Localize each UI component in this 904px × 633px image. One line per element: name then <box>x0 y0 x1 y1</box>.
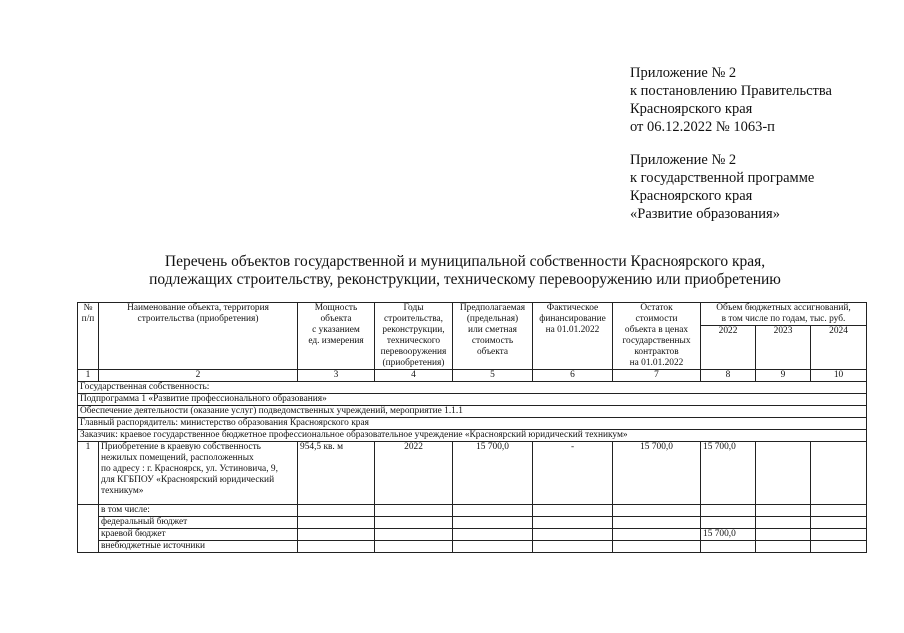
empty-cell <box>533 541 613 553</box>
empty-cell <box>613 529 701 541</box>
title-line-1: Перечень объектов государственной и муниципальной собственности Красноярского края, <box>164 253 766 270</box>
empty-cell <box>533 529 613 541</box>
header-estimated-cost: Предполагаемая (предельная) или сметная стоимость объекта <box>453 303 533 370</box>
empty-cell <box>453 517 533 529</box>
empty-cell <box>375 529 453 541</box>
empty-cell <box>375 505 453 517</box>
subrow-regional <box>78 529 867 541</box>
empty-cell <box>453 541 533 553</box>
subrow-extrabudgetary <box>78 541 867 553</box>
appendix-line: к государственной программе <box>630 170 815 186</box>
section-row <box>78 382 867 394</box>
empty-cell <box>453 505 533 517</box>
empty-cell <box>811 541 867 553</box>
col-number: 9 <box>756 370 811 382</box>
appendix-line: Приложение № 2 <box>630 65 737 81</box>
col-number: 3 <box>298 370 375 382</box>
empty-cell <box>375 541 453 553</box>
appendix-line: от 06.12.2022 № 1063-п <box>630 119 775 135</box>
empty-cell <box>756 529 811 541</box>
header-actual-financing: Фактическое финансирование на 01.01.2022 <box>533 303 613 370</box>
empty-cell <box>375 517 453 529</box>
appendix-line: Приложение № 2 <box>630 152 737 168</box>
section-customer: Заказчик: краевое государственное бюджетное профессиональное образовательное учреждение «Красноярский юридический техникум» <box>78 430 867 442</box>
subrow-federal <box>78 517 867 529</box>
object-budget-2023 <box>756 442 811 505</box>
header-years: Годы строительства, реконструкции, технического перевооружения (приобретения) <box>375 303 453 370</box>
subrow-label: внебюджетные источники <box>99 541 298 553</box>
object-years: 2022 <box>375 442 453 505</box>
empty-cell <box>811 517 867 529</box>
appendix-header-program <box>630 151 890 223</box>
col-number: 6 <box>533 370 613 382</box>
section-chief-manager: Главный распорядитель: министерство образования Красноярского края <box>78 418 867 430</box>
col-number: 8 <box>701 370 756 382</box>
empty-cell <box>613 541 701 553</box>
col-number: 1 <box>78 370 99 382</box>
appendix-line: Красноярского края <box>630 188 753 204</box>
header-remaining-cost: Остаток стоимости объекта в ценах государственных контрактов на 01.01.2022 <box>613 303 701 370</box>
header-year-2022: 2022 <box>701 326 756 370</box>
empty-cell <box>298 529 375 541</box>
section-activity: Обеспечение деятельности (оказание услуг) подведомственных учреждений, мероприятие 1.1.1 <box>78 406 867 418</box>
subrow-no-blank <box>78 505 99 553</box>
col-number: 2 <box>99 370 298 382</box>
subrow-including <box>78 505 867 517</box>
subrow-2022 <box>701 517 756 529</box>
empty-cell <box>756 505 811 517</box>
appendix-line: «Развитие образования» <box>630 206 780 222</box>
section-row <box>78 430 867 442</box>
empty-cell <box>811 529 867 541</box>
objects-table <box>77 302 867 553</box>
section-subprogram: Подпрограмма 1 «Развитие профессионального образования» <box>78 394 867 406</box>
object-actual-financing: - <box>533 442 613 505</box>
object-capacity: 954,5 кв. м <box>298 442 375 505</box>
empty-cell <box>811 505 867 517</box>
section-row <box>78 406 867 418</box>
object-name: Приобретение в краевую собственность нежилых помещений, расположенных по адресу : г. Красноярск, ул. Устиновича, 9, для КГБПОУ «Красноярский юридический техникум» <box>99 442 298 505</box>
header-name: Наименование объекта, территория строительства (приобретения) <box>99 303 298 370</box>
header-row-top <box>78 303 867 326</box>
col-number: 7 <box>613 370 701 382</box>
subrow-2022 <box>701 541 756 553</box>
appendix-line: Красноярского края <box>630 101 753 117</box>
section-row <box>78 418 867 430</box>
appendix-header-resolution <box>630 64 890 136</box>
col-number: 10 <box>811 370 867 382</box>
object-budget-2024 <box>811 442 867 505</box>
section-state-property: Государственная собственность: <box>78 382 867 394</box>
appendix-line: к постановлению Правительства <box>630 83 832 99</box>
empty-cell <box>453 529 533 541</box>
empty-cell <box>533 505 613 517</box>
section-row <box>78 394 867 406</box>
subrow-label: краевой бюджет <box>99 529 298 541</box>
object-row <box>78 442 867 505</box>
subrow-label: в том числе: <box>99 505 298 517</box>
header-no: № п/п <box>78 303 99 370</box>
subrow-label: федеральный бюджет <box>99 517 298 529</box>
empty-cell <box>756 541 811 553</box>
object-no: 1 <box>78 442 99 505</box>
empty-cell <box>298 505 375 517</box>
empty-cell <box>613 517 701 529</box>
object-estimated-cost: 15 700,0 <box>453 442 533 505</box>
header-budget: Объем бюджетных ассигнований, в том числе по годам, тыс. руб. <box>701 303 867 326</box>
col-number: 5 <box>453 370 533 382</box>
empty-cell <box>533 517 613 529</box>
header-capacity: Мощность объекта с указанием ед. измерения <box>298 303 375 370</box>
column-number-row <box>78 370 867 382</box>
object-remaining-cost: 15 700,0 <box>613 442 701 505</box>
document-title <box>0 253 904 289</box>
header-year-2023: 2023 <box>756 326 811 370</box>
empty-cell <box>613 505 701 517</box>
empty-cell <box>298 517 375 529</box>
empty-cell <box>298 541 375 553</box>
col-number: 4 <box>375 370 453 382</box>
empty-cell <box>756 517 811 529</box>
subrow-2022: 15 700,0 <box>701 529 756 541</box>
object-budget-2022: 15 700,0 <box>701 442 756 505</box>
title-line-2: подлежащих строительству, реконструкции, техническому перевооружению или приобретению <box>149 271 781 288</box>
subrow-2022 <box>701 505 756 517</box>
header-year-2024: 2024 <box>811 326 867 370</box>
